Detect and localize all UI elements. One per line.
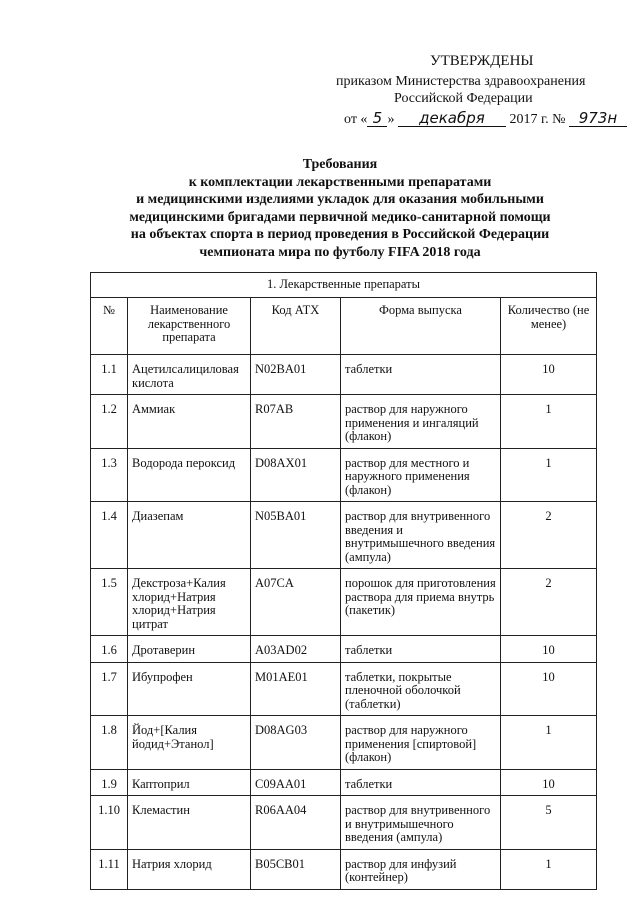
cell-num: 1.1 (91, 355, 128, 395)
table-row (91, 769, 597, 796)
cell-num: 1.7 (91, 662, 128, 716)
cell-atx: N02BA01 (251, 355, 341, 395)
handwritten-order-number: 973н (569, 110, 627, 127)
cell-name: Ацетилсалициловая кислота (128, 355, 251, 395)
table-row (91, 395, 597, 449)
table-row (91, 849, 597, 889)
cell-num: 1.11 (91, 849, 128, 889)
cell-name: Йод+[Калия йодид+Этанол] (128, 716, 251, 770)
cell-atx: R07AB (251, 395, 341, 449)
header-name: Наименование лекарственного препарата (128, 298, 251, 355)
cell-num: 1.8 (91, 716, 128, 770)
header-form: Форма выпуска (341, 298, 501, 355)
header-num: № (91, 298, 128, 355)
table-row (91, 355, 597, 395)
cell-name: Декстроза+Калия хлорид+Натрия хлорид+Натрия цитрат (128, 569, 251, 636)
section-title: 1. Лекарственные препараты (91, 273, 597, 298)
cell-form: раствор для инфузий (контейнер) (341, 849, 501, 889)
header-atx: Код АТХ (251, 298, 341, 355)
title-line: к комплектации лекарственными препаратами (188, 174, 492, 190)
cell-form: таблетки, покрытые пленочной оболочкой (таблетки) (341, 662, 501, 716)
table-row (91, 716, 597, 770)
cell-atx: R06AA04 (251, 796, 341, 850)
cell-form: таблетки (341, 636, 501, 663)
cell-form: таблетки (341, 769, 501, 796)
title-line: медицинскими бригадами первичной медико-санитарной помощи (129, 209, 551, 225)
cell-atx: D08AX01 (251, 448, 341, 502)
cell-atx: A03AD02 (251, 636, 341, 663)
cell-qty: 1 (501, 395, 597, 449)
handwritten-month: декабря (398, 110, 506, 127)
approval-order-line: приказом Министерства здравоохранения (336, 74, 586, 89)
cell-name: Аммиак (128, 395, 251, 449)
cell-qty: 1 (501, 448, 597, 502)
cell-form: раствор для внутривенного введения и внутримышечного введения (ампула) (341, 502, 501, 569)
cell-atx: B05CB01 (251, 849, 341, 889)
cell-form: раствор для внутривенного и внутримышечного введения (ампула) (341, 796, 501, 850)
cell-form: порошок для приготовления раствора для приема внутрь (пакетик) (341, 569, 501, 636)
date-mid: » (387, 112, 395, 127)
cell-form: раствор для местного и наружного применения (флакон) (341, 448, 501, 502)
medications-table (90, 272, 597, 890)
table-row (91, 502, 597, 569)
cell-atx: N05BA01 (251, 502, 341, 569)
cell-qty: 1 (501, 849, 597, 889)
cell-qty: 10 (501, 769, 597, 796)
title-line: на объектах спорта в период проведения в Российской Федерации (130, 227, 550, 242)
table-row (91, 636, 597, 663)
table-row (91, 662, 597, 716)
cell-atx: A07CA (251, 569, 341, 636)
cell-name: Каптоприл (128, 769, 251, 796)
cell-atx: D08AG03 (251, 716, 341, 770)
table-row (91, 569, 597, 636)
date-prefix: от « (344, 112, 368, 127)
cell-name: Клемастин (128, 796, 251, 850)
cell-name: Водорода пероксид (128, 448, 251, 502)
cell-qty: 10 (501, 636, 597, 663)
cell-num: 1.9 (91, 769, 128, 796)
approval-title: УТВЕРЖДЕНЫ (430, 53, 534, 69)
cell-atx: C09AA01 (251, 769, 341, 796)
cell-num: 1.6 (91, 636, 128, 663)
cell-qty: 2 (501, 502, 597, 569)
cell-qty: 10 (501, 355, 597, 395)
cell-name: Натрия хлорид (128, 849, 251, 889)
cell-form: раствор для наружного применения и ингаляций (флакон) (341, 395, 501, 449)
cell-qty: 5 (501, 796, 597, 850)
cell-form: таблетки (341, 355, 501, 395)
document-title (80, 156, 600, 261)
cell-atx: M01AE01 (251, 662, 341, 716)
cell-name: Дротаверин (128, 636, 251, 663)
approval-date-line (344, 110, 627, 129)
approval-country-line: Российской Федерации (394, 91, 533, 106)
table-row (91, 448, 597, 502)
handwritten-day: 5 (367, 110, 387, 127)
cell-name: Диазепам (128, 502, 251, 569)
cell-num: 1.5 (91, 569, 128, 636)
cell-name: Ибупрофен (128, 662, 251, 716)
title-line: чемпионата мира по футболу FIFA 2018 года (199, 244, 481, 260)
year-text: 2017 г. № (509, 112, 566, 127)
table-row (91, 796, 597, 850)
title-line: Требования (302, 157, 378, 172)
section-row (91, 273, 597, 298)
cell-qty: 2 (501, 569, 597, 636)
cell-num: 1.2 (91, 395, 128, 449)
cell-num: 1.3 (91, 448, 128, 502)
cell-qty: 10 (501, 662, 597, 716)
cell-num: 1.10 (91, 796, 128, 850)
cell-qty: 1 (501, 716, 597, 770)
header-row (91, 298, 597, 355)
cell-num: 1.4 (91, 502, 128, 569)
cell-form: раствор для наружного применения [спиртовой] (флакон) (341, 716, 501, 770)
header-qty: Количество (не менее) (501, 298, 597, 355)
title-line: и медицинскими изделиями укладок для оказания мобильными (136, 192, 544, 207)
